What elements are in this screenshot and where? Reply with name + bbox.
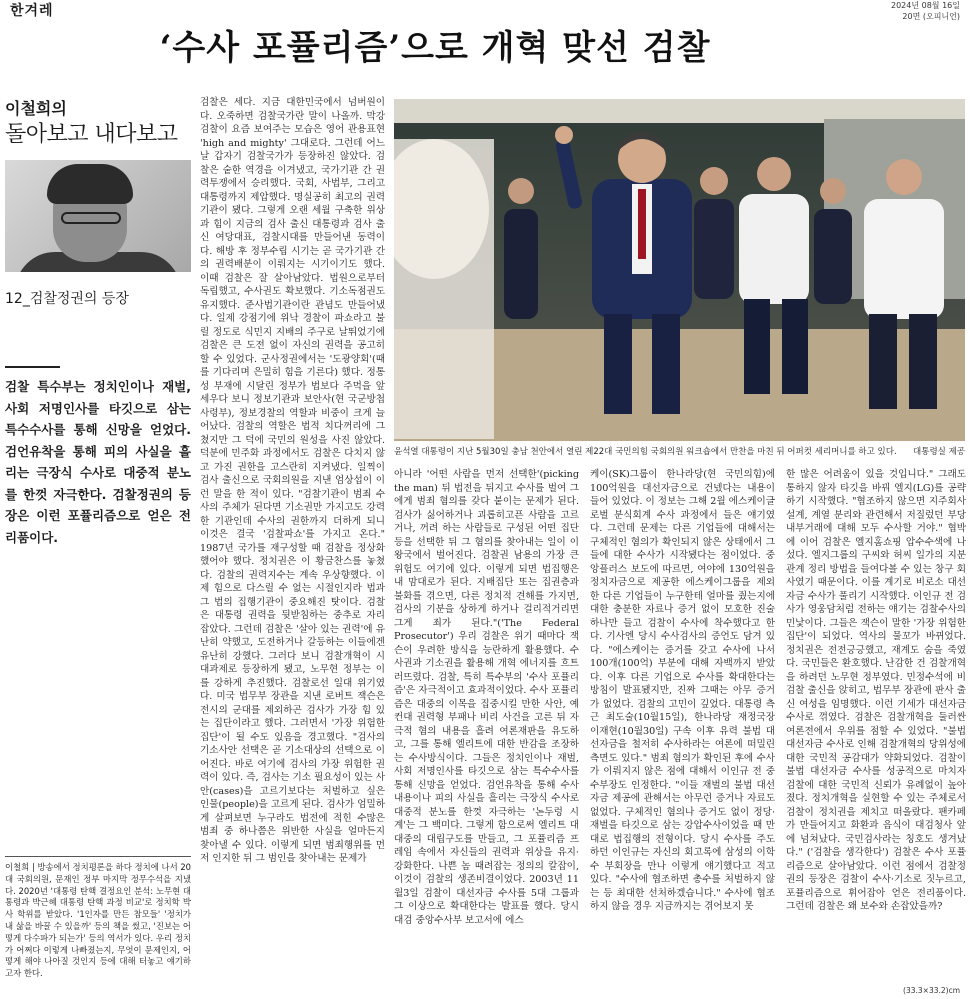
article-column-3: 케이(SK)그룹이 한나라당(현 국민의힘)에 100억원을 대선자금으로 건넸다는 내용이 들어 있었다. 이 정보는 그해 2월 에스케이글로벌 분식회계 수사 과정에서 들은 얘기였다. 그런데 문제는 다른 기업들에 대해서는 구체적인 혐의가 확인되지 않은 상태에서 그들에 대한 수사가 시작됐다는 점이었다. 중앙플러스 보도에 따르면, 여야에 130억원을 정치자금으로 제공한 에스케이그룹을 제외한 다른 기업들이 누구한테 얼마를 줬는지에 대한 충분한 자료나 증거 없이 모호한 진술 하나만 들고 검찰이 수사에 착수했다고 한다. 기사엔 당시 수사검사의 증언도 담겨 있다. "에스케이는 증거를 갖고 수사에 나서 100개(100억) 부분에 대해 자백까지 받았다. 이후 다른 기업으로 수사를 확대한다는 방침이 발표됐지만, 진짜 그때는 아무 증거가 없었다. 검찰의 고민이 깊었다. 대통령 측근 최도술(10월15일), 한나라당 재정국장 이재현(10월30일) 구속 이후 유력 불법 대선자금을 철저히 수사하라는 여론에 떠밀린 측면도 있다." 범죄 혐의가 확인된 후에 수사가 이뤄지지 않은 점에 대해서 이인규 전 중수부장도 인정한다. "이들 재벌의 불법 대선자금 제공에 관해서는 아무런 증거나 자료도 없었다. 구체적인 혐의나 증거도 없이 정당·재벌을 타깃으로 삼는 강압수사이었을 때 만대로 법집행의 전형이다. 당시 수사를 주도하던 이인규는 자신의 회고록에 삼성의 이학수 부회장을 만나 이렇게 얘기했다고 적고 있다. "수사에 협조하면 총수를 처벌하지 않는 등 최대한 선처하겠습니다." 수사에 협조하지 않을 경우 지금까지는 겪어보지 못 — [590, 469, 775, 912]
lead-divider — [5, 366, 60, 368]
author-name: 이철희의 — [5, 99, 67, 118]
news-photo-illustration — [394, 99, 965, 441]
photo-caption — [394, 445, 965, 457]
issue-date: 2024년 08월 16일 — [891, 1, 960, 10]
masthead-logo: 한겨레 — [10, 3, 54, 19]
headline: ‘수사 포퓰리즘’으로 개혁 맞선 검찰 — [159, 28, 711, 68]
column-title: 돌아보고 내다보고 — [5, 122, 178, 147]
page-section: 20면 (오피니언) — [902, 12, 960, 21]
article-column-1: 검찰은 세다. 지금 대한민국에서 넘버원이다. 오죽하면 검찰국가란 말이 나올까. 막강검찰이 요즘 보여주는 모습은 영어 관용표현 'high and mighty' 그대로다. 그런데 어느 날 갑자기 검찰국가가 등장하진 않았다. 검찰은 숱한 역경을 이겨냈고, 국가기관 간 권력투쟁에서 승리했다. 국회, 사법부, 그리고 대통령까지 제압했다. 명실공히 최고의 권력기관이 됐다. 그렇게 오랜 세월 구축한 위상과 힘이 지금의 검사 출신 대통령과 검사 출신 여당대표, 검찰시대를 만들어낸 동력이다. 해방 후 정부수립 시기는 곧 국가기관 간의 권력배분이 이뤄지는 시기이기도 했다. 이때 검찰은 잘 살아남았다. 법원으로부터 독립했고, 수사권도 확보했다. 기소독점권도 유지했다. 준사법기관이란 관념도 만들어냈다. 일제 강점기에 위낙 경찰이 파쇼라고 불릴 정도로 식민지 지배의 주구로 날뛰었기에 검찰은 큰 도전 없이 자신의 권력을 공고히 할 수 있었다. 군사정권에서는 '도광양회'(때를 기다리며 은밀히 힘을 기른다) 했다. 정통성 부재에 시달린 정부가 법보다 주먹을 앞세우다 보니 정보기관과 보안사(현 국군방첩사령부), 정보경찰의 역할과 비중이 크게 늘어났다. 검찰의 역할은 법적 치다꺼리에 그쳤지만 그 덕에 국민의 원성을 사진 않았다. 덕분에 민주화 과정에서도 검찰은 다치지 않고 가진 권한을 고스란히 지켜냈다. 일찍이 검사 출신으로 국회의원을 지낸 엄상섭이 이런 말을 한 적이 있다. "검찰기관이 범죄 수사의 주체가 된다면 기소권만 가지고도 강력한 기관인데 수사의 권한까지 더하게 되니 이것은 결국 '검찰파쇼'를 가지고 온다." 1987년 국가를 재구성할 때 검찰을 정상화했어야 했다. 정치권은 이 황금찬스를 놓쳤다. 검찰의 권력지수는 계속 우상향했다. 이제 힘으로 다스릴 수 없는 시절인지라 법과 그 법의 집행기관이 중요해진 탓이다. 검찰은 대통령 권력을 뒷받침하는 중추로 자리 잡았다. 그런데 검찰은 '살아 있는 권력'에 유난히 약했고, 도전하거나 갈등하는 이들에겐 유난히 강했다. 그러다 보니 검찰개혁이 시대과제로 등장하게 됐고, 노무현 정부는 이를 강하게 추진했다. 검찰로선 일대 위기였다. 미국 법무부 장관을 지낸 로버트 잭슨은 전시의 군대를 제외하곤 검사가 가장 힘 있는 집단이라고 했다. 그러면서 '가장 위험한 집단'이 될 수도 있음을 경고했다. "검사의 기소사안 선택은 곧 기소대상의 선택으로 이어진다. 바로 여기에 검사의 가장 위험한 권력이 있다. 즉, 검사는 기소 필요성이 있는 사안(cases)을 고르기보다는 처벌하고 싶은 인물(people)을 고르게 된다. 검사가 엄밀하게 살펴보면 누구라도 법전에 적힌 수많은 범죄 중 하나쯤은 위반한 사실을 얼마든지 찾아낼 수 있다. 이렇게 되면 범죄행위를 먼저 인지한 뒤 그 범인을 찾아내는 문제가 — [200, 97, 385, 864]
author-bio: 이철희 | 방송에서 정치평론을 하다 정치에 나서 20대 국회의원, 문재인 정부 마지막 정무수석을 지냈다. 2020년 '대통령 탄핵 결정요인 분석: 노무현 대통령과 박근혜 대통령 탄핵 과정 비교'로 정치학 박사 학위를 받았다. '1인자를 만든 참모들' '정치가 내 삶을 바꿀 수 있을까' 등의 책을 썼고, '진보는 어떻게 다수파가 되는가' 등의 역서가 있다. 우리 정치가 어쩌다 이렇게 나빠졌는지, 무엇이 문제인지, 어떻게 해야 나아질 것인지 등에 대해 터놓고 얘기하고자 한다. — [5, 862, 191, 979]
print-size: (33.3×33.2)cm — [903, 986, 960, 995]
article-column-2: 아니라 '어떤 사람을 먼저 선택한'(picking the man) 뒤 법전을 뒤지고 수사를 벌여 그에게 범죄 혐의를 갖다 붙이는 문제가 된다. 검사가 싫어하거나 괴롭히고픈 사람을 고르거나, 꺼려 하는 사람들로 구성된 어떤 집단 등을 선택한 뒤 그 혐의를 찾아내는 일이 이 왕국에서 벌어진다. 검찰권 남용의 가장 큰 위험도 여기에 있다. 이렇게 되면 법집행은 내 맘대로가 된다. 지배집단 또는 집권층과 불화를 겪으면, 다른 정치적 견해를 가지면, 검사의 기분을 상하게 하거나 걸리적거리면 그게 죄가 된다."('The Federal Prosecutor') 우리 검찰은 위기 때마다 잭슨이 우려한 방식을 능란하게 활용했다. 수사권과 기소권을 활용해 개혁 에너지를 흐트러뜨렸다. 검찰, 특히 특수부의 '수사 포퓰리즘'은 자극적이고 효과적이었다. 수사 포퓰리즘은 대중의 이목을 집중시킬 만한 사안, 예컨대 권력형 부패나 비리 사건을 고른 뒤 자극적 혐의 내용을 흘려 여론재판을 유도하고, 그를 통해 엘리트에 대한 반감을 조장하는 수사방식이다. 그들은 정치인이나 재벌, 사회 저명인사를 타깃으로 삼는 특수수사를 통해 신망을 얻었다. 검언유착을 통해 수사내용이나 피의 사실을 흘리는 극장식 수사로 대중적 분노를 한껏 자극하는 '논두렁 시계'는 그 백미다. 그렇게 함으로써 엘리트 대 대중의 대립구도를 만들고, 그 포퓰리즘 프레임 속에서 자신들의 권력과 위상을 유지·강화한다. 나쁜 놈 때려잡는 정의의 칼잡이, 이것이 검찰의 생존비결이었다. 2003년 11월3일 검찰이 대선자금 수사를 5대 그룹과 그 이상으로 확대한다는 발표를 했다. 당시 대검 중앙수사부 보고서에 에스 — [394, 469, 579, 926]
author-portrait — [5, 160, 191, 272]
photo-credit: 대통령실 제공 — [913, 447, 965, 457]
bio-divider — [5, 856, 191, 857]
photo-caption-text: 윤석열 대통령이 지난 5월30일 충남 천안에서 열린 제22대 국민의힘 국회의원 워크숍에서 만찬을 마친 뒤 어퍼컷 세리머니를 하고 있다. — [394, 447, 897, 457]
dateline — [891, 0, 960, 22]
news-photo — [394, 99, 965, 441]
portrait-hair — [47, 164, 133, 204]
series-label: 12_검찰정권의 등장 — [5, 291, 129, 307]
article-column-4: 한 많은 어려움이 있을 것입니다." 그래도 통하지 않자 타깃을 바꿔 엘지(LG)를 공략하기 시작했다. "협조하지 않으면 지주회사 설계, 계열 분리와 관련해서 저질렀던 부당 내부거래에 대해 모두 수사할 거야." 협박에 이어 검찰은 엘지홈쇼핑 압수수색에 나섰다. 엘지그룹의 구씨와 허씨 일가의 지분관계 정리 방법을 들여다볼 수 있는 창구 회사였기 때문이다. 이를 계기로 비로소 대선자금 수사가 풀리기 시작했다. 이인규 전 검사가 영웅담처럼 전하는 얘기는 검찰수사의 민낯이다. 그들은 잭슨이 말한 '가장 위험한 집단'이 되었다. 역사의 물꼬가 바뀌었다. 정치권은 전전긍긍했고, 재계도 숨을 죽였다. 국민들은 환호했다. 난감한 건 검찰개혁을 하려던 노무현 정부였다. 민정수석에 비검찰 출신을 앉히고, 법무부 장관에 판사 출신 여성을 임명했다. 이런 기세가 대선자금 수사로 꺾였다. 검찰은 검찰개혁을 둘러싼 여론전에서 우위를 점할 수 있었다. "불법 대선자금 수사로 인해 검찰개혁의 당위성에 대한 국민적 공감대가 약화되었다. 검찰이 불법 대선자금 수사를 성공적으로 마치자 검찰에 대한 국민적 신뢰가 유례없이 높아졌다. 정치개혁을 실현할 수 있는 주체로서 검찰이 정치권을 제치고 떠올랐다. 팬카페가 만들어지고 화환과 음식이 대검청사 앞에 넘쳐났다. 국민검사라는 칭호도 생겨났다." ('검찰을 생각한다') 검찰은 수사 포퓰리즘으로 살아남았다. 이런 점에서 검찰정권의 등장은 검찰이 수사·기소로 짓누르고, 포퓰리즘으로 휘어잡아 얻은 전리품이다. 그런데 검찰은 왜 보수와 손잡았을까? — [786, 469, 966, 912]
lead-summary: 검찰 특수부는 정치인이나 재벌, 사회 저명인사를 타깃으로 삼는 특수수사를 통해 신망을 얻었다. 검언유착을 통해 피의 사실을 흘리는 극장식 수사로 대중적 분노를 한껏 자극한다. 검찰정권의 등장은 이런 포퓰리즘으로 얻은 전리품이다. — [5, 379, 191, 545]
portrait-glasses — [61, 212, 121, 224]
